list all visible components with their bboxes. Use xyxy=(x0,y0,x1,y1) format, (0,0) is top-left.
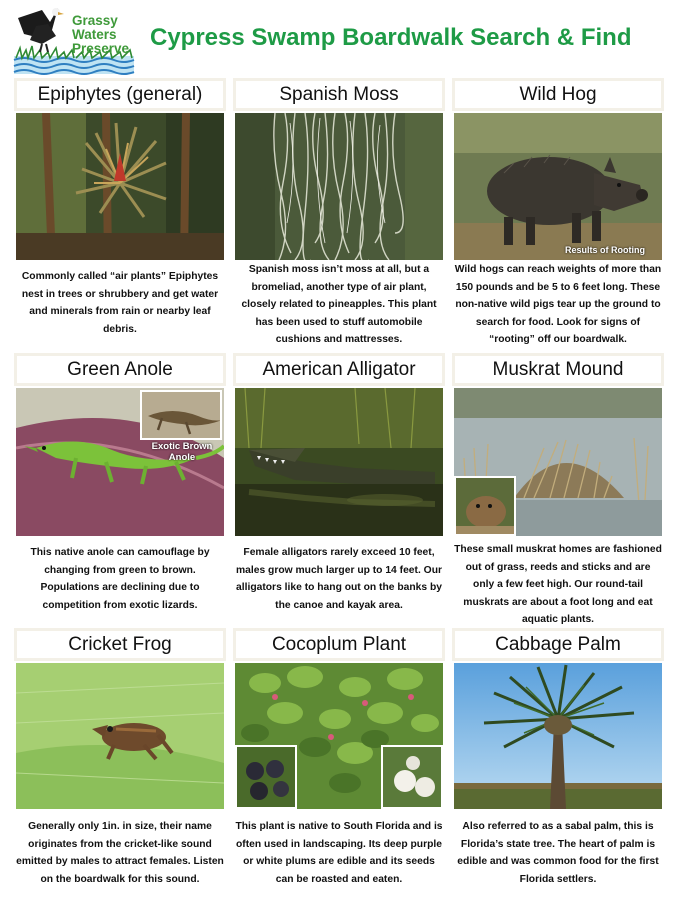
card-header xyxy=(452,78,664,111)
epiphytes-photo xyxy=(16,113,224,260)
card-title: Cricket Frog xyxy=(17,631,223,658)
logo-line-3: Preserve xyxy=(72,41,130,56)
card-caption: Female alligators rarely exceed 10 feet, males grow much larger up to 14 feet. Our alligators like to hang out on the banks by the canoe and kayak area. xyxy=(236,547,442,611)
card-header xyxy=(14,628,226,661)
spanish-moss-photo xyxy=(235,113,443,260)
card-title: Epiphytes (general) xyxy=(17,81,223,108)
grassy-waters-preserve-logo xyxy=(12,4,138,76)
card-header xyxy=(14,353,226,386)
image-overlay-label: Exotic Brown Anole xyxy=(151,441,213,463)
brown-anole-inset-photo xyxy=(140,390,222,440)
card-caption: This plant is native to South Florida and is often used in landscaping. Its deep purple or white plums are edible and its seeds can be roasted and eaten. xyxy=(235,821,443,885)
page-header xyxy=(0,0,684,80)
card-caption: This native anole can camouflage by changing from green to brown. Populations are declining due to competition from exotic lizards. xyxy=(30,547,210,611)
card-header xyxy=(233,353,445,386)
card-title: Muskrat Mound xyxy=(455,356,661,383)
american-alligator-photo xyxy=(235,388,443,536)
card-title: Spanish Moss xyxy=(236,81,442,108)
green-anole-photo xyxy=(16,388,224,536)
card-title: Cabbage Palm xyxy=(455,631,661,658)
logo-line-1: Grassy xyxy=(72,13,118,28)
card-caption: Wild hogs can reach weights of more than 150 pounds and be 5 to 6 feet long. These non-native wild pigs tear up the ground to search for food. Look for signs of “rooting” off our boardwalk. xyxy=(454,264,662,346)
logo-line-2: Waters xyxy=(72,27,117,42)
image-overlay-label: Results of Rooting xyxy=(565,245,645,255)
wild-hog-photo xyxy=(454,113,662,260)
card-title: Wild Hog xyxy=(455,81,661,108)
card-header xyxy=(233,78,445,111)
card-caption: Generally only 1in. in size, their name originates from the cricket-like sound emitted by males to attract females. Listen on the boardwalk for this sound. xyxy=(16,821,224,885)
card-title: Cocoplum Plant xyxy=(236,631,442,658)
card-caption: These small muskrat homes are fashioned out of grass, reeds and sticks and are only a few feet high. Our round-tail muskrats are about a foot long and eat aquatic plants. xyxy=(454,544,662,626)
white-plums-inset-photo xyxy=(381,745,443,809)
card-title: American Alligator xyxy=(236,356,442,383)
logo-wordmark xyxy=(72,14,162,56)
card-title: Green Anole xyxy=(17,356,223,383)
card-header xyxy=(233,628,445,661)
cocoplum-plant-photo xyxy=(235,663,443,809)
muskrat-inset-photo xyxy=(454,476,516,536)
cabbage-palm-photo xyxy=(454,663,662,809)
purple-plums-inset-photo xyxy=(235,745,297,809)
card-caption: Spanish moss isn’t moss at all, but a bromeliad, another type of air plant, closely related to pineapples. This plant has been used to stuff automobile cushions and mattresses. xyxy=(241,264,437,346)
cricket-frog-photo xyxy=(16,663,224,809)
card-header xyxy=(14,78,226,111)
muskrat-mound-photo xyxy=(454,388,662,536)
card-caption: Also referred to as a sabal palm, this is Florida’s state tree. The heart of palm is edible and was common food for the first Florida settlers. xyxy=(457,821,659,885)
card-header xyxy=(452,353,664,386)
card-caption: Commonly called “air plants” Epiphytes nest in trees or shrubbery and get water and minerals from rain or nearby leaf debris. xyxy=(21,271,219,335)
page-title: Cypress Swamp Boardwalk Search & Find xyxy=(150,24,632,51)
card-header xyxy=(452,628,664,661)
